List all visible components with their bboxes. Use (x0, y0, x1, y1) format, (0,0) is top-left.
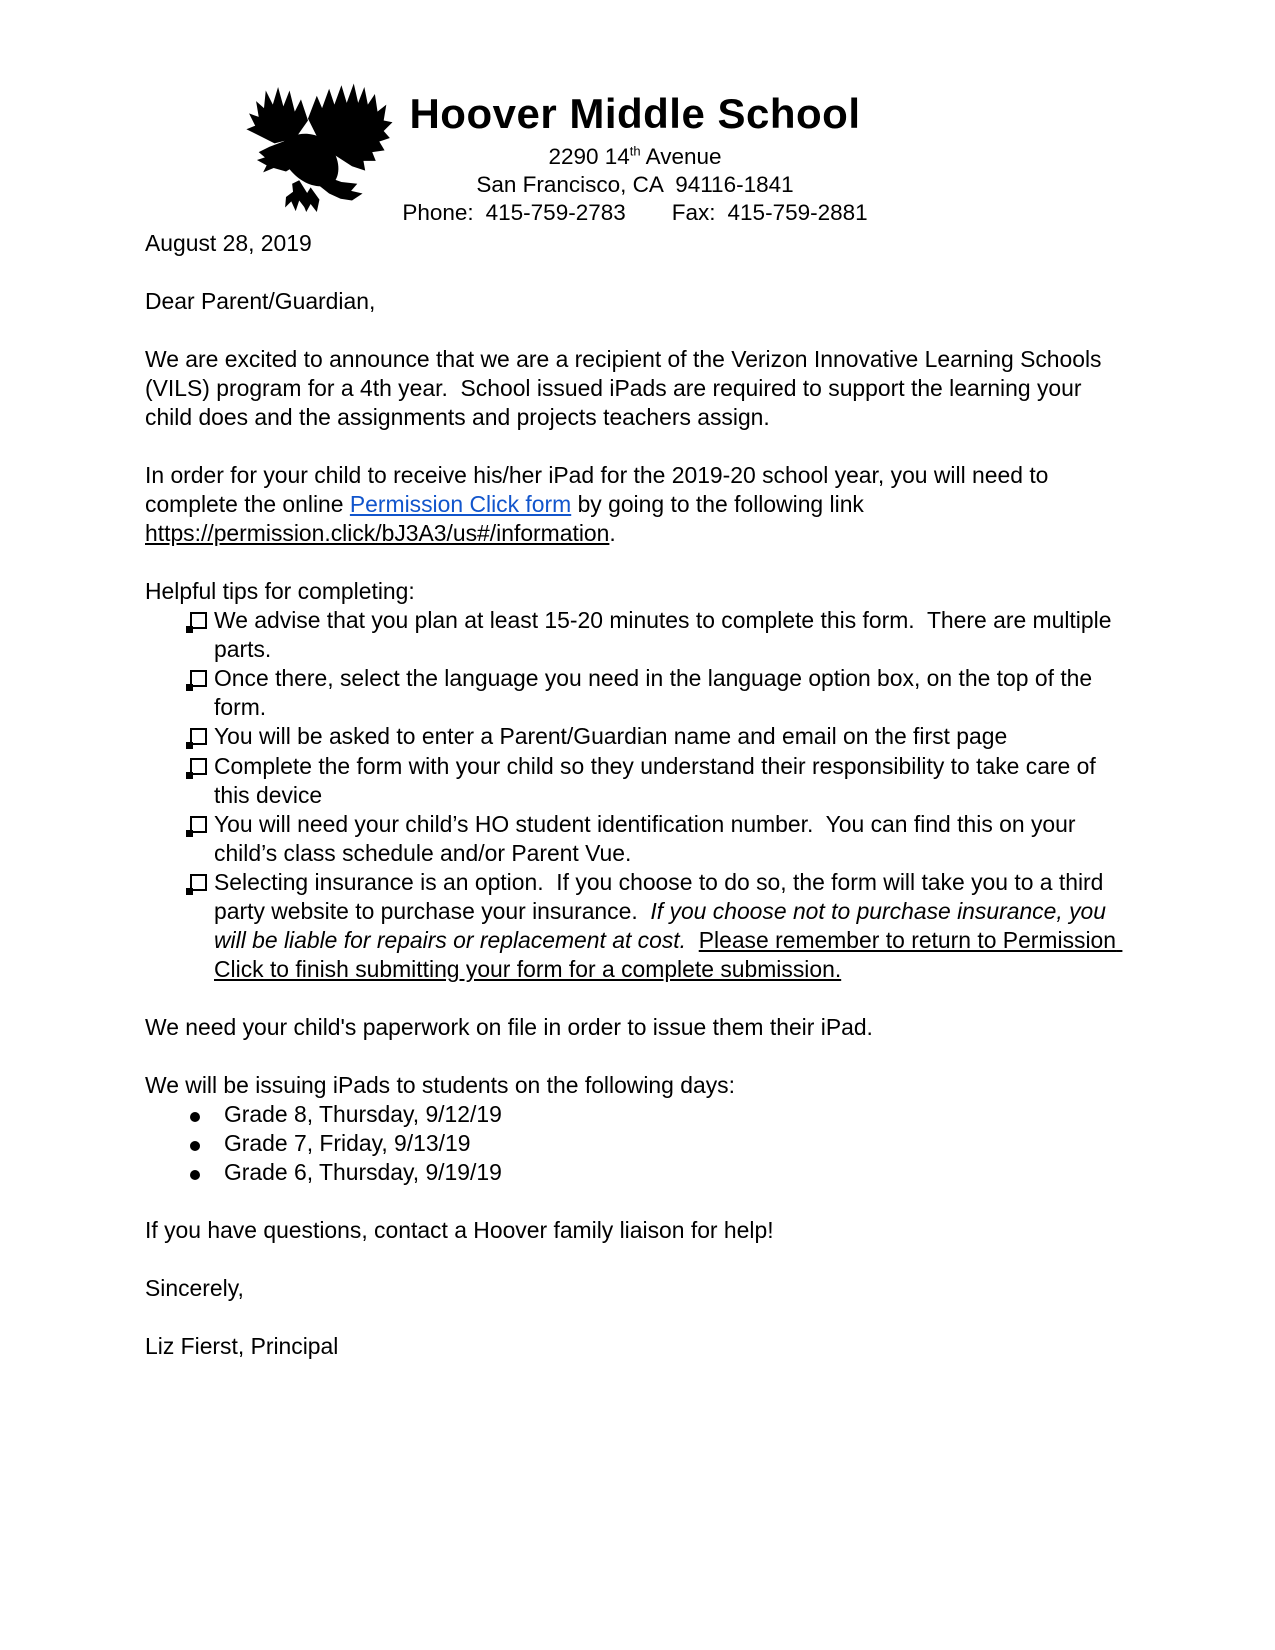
list-item: Complete the form with your child so they understand their responsibility to take care of this device (145, 752, 1123, 810)
dot-bullet-icon (190, 1100, 224, 1129)
address-line-2: San Francisco, CA 94116-1841 (476, 172, 794, 197)
fax-label: Fax: (671, 200, 716, 225)
paragraph-intro: We are excited to announce that we are a recipient of the Verizon Innovative Learning Schools (VILS) program for a 4th year. School issued iPads are required to support the learning your child does and the assignments and projects teachers assign. (145, 346, 1108, 430)
permission-click-form-link[interactable]: Permission Click form (349, 491, 572, 517)
phone-number: 415-759-2783 (485, 200, 626, 225)
address-line-1: 2290 14th Avenue (548, 143, 722, 169)
closing: Sincerely, (145, 1275, 244, 1301)
list-item: You will need your child’s HO student identification number. You can find this on your child’s class schedule and/or Parent Vue. (145, 810, 1123, 868)
checkbox-bullet-icon (190, 810, 214, 840)
list-item: Once there, select the language you need in the language option box, on the top of the form. (145, 664, 1123, 722)
underlined-reminder: Please remember to return to Permission Click to finish submitting your form for a complete submission. (214, 927, 1123, 982)
permission-click-url-link[interactable]: https://permission.click/bJ3A3/us#/information (145, 520, 610, 546)
italic-insurance-note: If you choose not to purchase insurance, you will be liable for repairs or replacement at cost. (214, 898, 1113, 953)
letter-body (145, 229, 1123, 1390)
list-item: You will be asked to enter a Parent/Guardian name and email on the first page (145, 722, 1123, 752)
checkbox-bullet-icon (190, 752, 214, 782)
salutation: Dear Parent/Guardian, (145, 288, 376, 314)
letter-date: August 28, 2019 (145, 230, 312, 256)
paragraph-ipad-link: In order for your child to receive his/her iPad for the 2019-20 school year, you will need to complete the online Permission Click form by going to the following link https://permission.click/bJ3A3/us#/information. (145, 462, 1055, 546)
list-item: We advise that you plan at least 15-20 minutes to complete this form. There are multiple parts. (145, 606, 1123, 664)
list-item: Selecting insurance is an option. If you choose to do so, the form will take you to a third party website to purchase your insurance. If you choose not to purchase insurance, you will be liable for repairs or replacement at cost. Please remember to return to Permission Click to finish submitting your form for a complete submission. (145, 868, 1123, 984)
tips-heading: Helpful tips for completing: (145, 578, 415, 604)
dot-bullet-icon (190, 1129, 224, 1158)
checkbox-bullet-icon (190, 722, 214, 752)
checkbox-bullet-icon (190, 868, 214, 898)
list-item: Grade 6, Thursday, 9/19/19 (145, 1158, 1123, 1187)
checkbox-bullet-icon (190, 606, 214, 636)
school-name: Hoover Middle School (409, 90, 861, 137)
ordinal-superscript: th (629, 143, 641, 159)
list-item: Grade 8, Thursday, 9/12/19 (145, 1100, 1123, 1129)
dot-bullet-icon (190, 1158, 224, 1187)
list-item: Grade 7, Friday, 9/13/19 (145, 1129, 1123, 1158)
checkbox-bullet-icon (190, 664, 214, 694)
letterhead (335, 92, 935, 227)
paragraph-paperwork: We need your child's paperwork on file in order to issue them their iPad. (145, 1014, 873, 1040)
tips-checklist (145, 606, 1123, 984)
phone-fax-line (335, 199, 935, 227)
paragraph-questions: If you have questions, contact a Hoover family liaison for help! (145, 1217, 774, 1243)
phone-label: Phone: (402, 200, 474, 225)
paragraph-issuing: We will be issuing iPads to students on the following days: (145, 1072, 735, 1098)
fax-number: 415-759-2881 (727, 200, 868, 225)
signature: Liz Fierst, Principal (145, 1333, 339, 1359)
issue-days-list (145, 1100, 1123, 1187)
